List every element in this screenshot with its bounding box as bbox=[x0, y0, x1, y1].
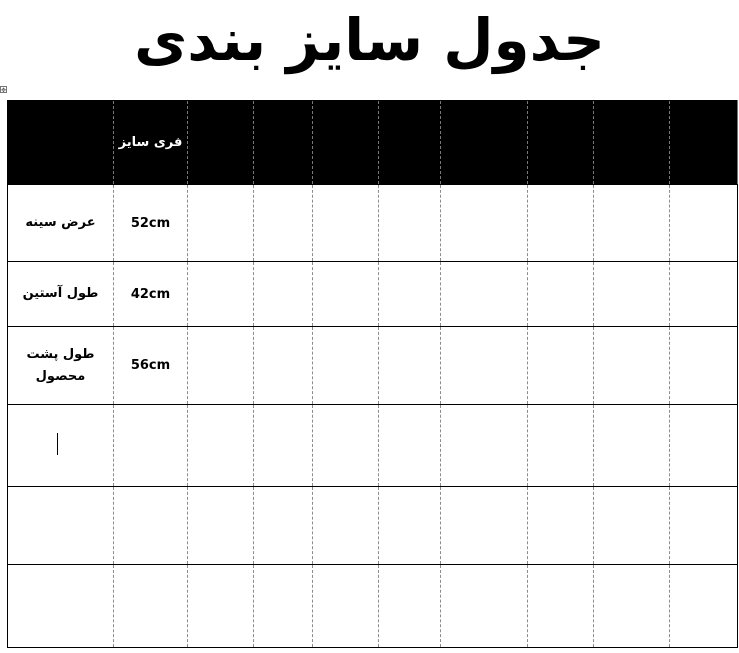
table-cell[interactable] bbox=[670, 565, 738, 648]
table-cell[interactable] bbox=[670, 327, 738, 405]
table-cell[interactable] bbox=[379, 327, 441, 405]
table-header-row bbox=[8, 101, 738, 185]
table-cell[interactable] bbox=[670, 262, 738, 327]
table-cell[interactable] bbox=[379, 487, 441, 565]
table-cell[interactable] bbox=[441, 487, 528, 565]
row-value-cell[interactable]: 42cm bbox=[114, 262, 188, 327]
table-cell[interactable] bbox=[254, 327, 313, 405]
header-cell[interactable] bbox=[528, 101, 594, 185]
table-cell[interactable] bbox=[188, 262, 254, 327]
table-cell[interactable] bbox=[594, 565, 670, 648]
row-label-cell[interactable] bbox=[8, 487, 114, 565]
table-cell[interactable] bbox=[441, 185, 528, 262]
table-cell[interactable] bbox=[188, 487, 254, 565]
table-cell[interactable] bbox=[379, 185, 441, 262]
header-cell[interactable] bbox=[254, 101, 313, 185]
table-cell[interactable] bbox=[313, 487, 379, 565]
header-cell[interactable] bbox=[8, 101, 114, 185]
table-cell[interactable] bbox=[313, 327, 379, 405]
header-cell[interactable] bbox=[313, 101, 379, 185]
row-value-cell[interactable] bbox=[114, 565, 188, 648]
table-cell[interactable] bbox=[313, 565, 379, 648]
row-value-cell[interactable] bbox=[114, 405, 188, 487]
table-cell[interactable] bbox=[254, 262, 313, 327]
size-table bbox=[7, 100, 738, 648]
table-cell[interactable] bbox=[441, 565, 528, 648]
table-cell[interactable] bbox=[528, 327, 594, 405]
table-cell[interactable] bbox=[313, 405, 379, 487]
table-cell[interactable] bbox=[441, 405, 528, 487]
header-cell[interactable] bbox=[441, 101, 528, 185]
row-label-cell[interactable] bbox=[8, 262, 114, 327]
row-value-cell[interactable] bbox=[114, 487, 188, 565]
table-row bbox=[8, 185, 738, 262]
text-cursor bbox=[57, 433, 58, 455]
table-cell[interactable] bbox=[379, 565, 441, 648]
table-row bbox=[8, 565, 738, 648]
table-cell[interactable] bbox=[594, 487, 670, 565]
header-cell[interactable] bbox=[670, 101, 738, 185]
table-cell[interactable] bbox=[594, 262, 670, 327]
table-row bbox=[8, 262, 738, 327]
table-cell[interactable] bbox=[670, 487, 738, 565]
header-cell[interactable] bbox=[188, 101, 254, 185]
table-cell[interactable] bbox=[441, 262, 528, 327]
table-cell[interactable] bbox=[254, 565, 313, 648]
table-cell[interactable] bbox=[670, 405, 738, 487]
row-label: طول پشت محصول bbox=[26, 346, 95, 384]
table-row bbox=[8, 327, 738, 405]
row-value-cell[interactable]: 56cm bbox=[114, 327, 188, 405]
row-value-cell[interactable]: 52cm bbox=[114, 185, 188, 262]
row-label: عرض سینه bbox=[25, 215, 96, 230]
table-cell[interactable] bbox=[313, 185, 379, 262]
header-cell[interactable] bbox=[379, 101, 441, 185]
table-cell[interactable] bbox=[188, 405, 254, 487]
table-cell[interactable] bbox=[188, 327, 254, 405]
table-cell[interactable] bbox=[528, 262, 594, 327]
table-cell[interactable] bbox=[594, 327, 670, 405]
table-cell[interactable] bbox=[528, 487, 594, 565]
row-label: طول آستین bbox=[22, 286, 99, 301]
table-cell[interactable] bbox=[254, 487, 313, 565]
table-cell[interactable] bbox=[379, 262, 441, 327]
table-row bbox=[8, 487, 738, 565]
table-cell[interactable] bbox=[188, 565, 254, 648]
table-cell[interactable] bbox=[441, 327, 528, 405]
row-label-cell[interactable] bbox=[8, 327, 114, 405]
table-cell[interactable] bbox=[188, 185, 254, 262]
table-cell[interactable] bbox=[670, 185, 738, 262]
table-cell[interactable] bbox=[594, 185, 670, 262]
table-cell[interactable] bbox=[528, 565, 594, 648]
row-label-cell[interactable] bbox=[8, 565, 114, 648]
header-cell-free-size[interactable]: فری سایز bbox=[114, 101, 188, 185]
table-cell[interactable] bbox=[379, 405, 441, 487]
table-cell[interactable] bbox=[313, 262, 379, 327]
header-cell[interactable] bbox=[594, 101, 670, 185]
table-cell[interactable] bbox=[528, 405, 594, 487]
page-title: جدول سایز بندی bbox=[134, 6, 605, 74]
table-cell[interactable] bbox=[254, 405, 313, 487]
row-label-cell[interactable] bbox=[8, 405, 114, 487]
table-cell[interactable] bbox=[594, 405, 670, 487]
table-row bbox=[8, 405, 738, 487]
table-cell[interactable] bbox=[528, 185, 594, 262]
row-label-cell[interactable] bbox=[8, 185, 114, 262]
table-cell[interactable] bbox=[254, 185, 313, 262]
table-move-handle-icon[interactable]: ✥ bbox=[1, 87, 7, 94]
